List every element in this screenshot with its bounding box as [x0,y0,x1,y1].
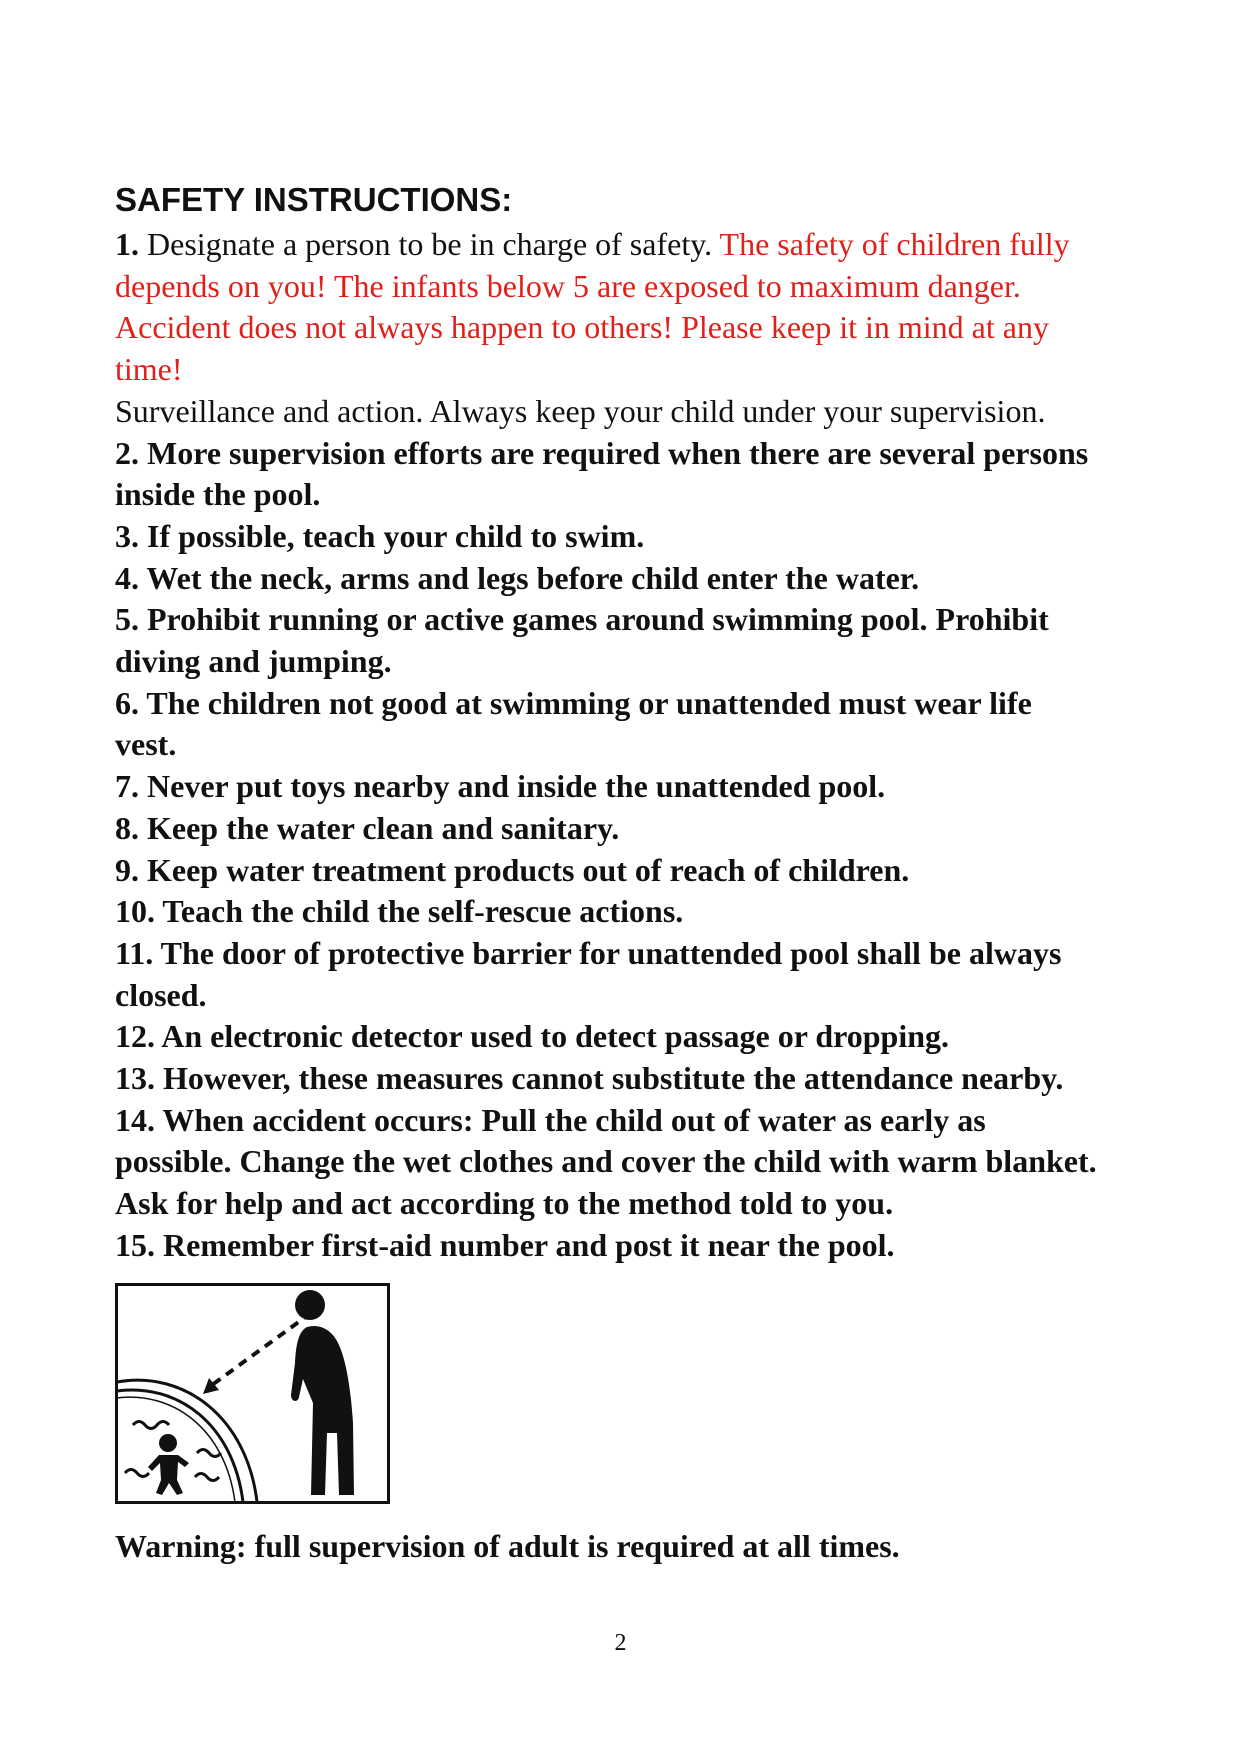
instruction-1-warning: time! [115,351,183,388]
instruction-line: 5. Prohibit running or active games around swimming pool. Prohibit [115,601,1049,638]
instruction-line: 2. More supervision efforts are required when there are several persons [115,434,1089,471]
instruction-line: 11. The door of protective barrier for unattended pool shall be always [115,934,1062,971]
instruction-line: vest. [115,726,177,763]
instruction-line: Ask for help and act according to the method told to you. [115,1185,894,1222]
safety-instructions-list [115,224,1145,1267]
instruction-line: 8. Keep the water clean and sanitary. [115,809,620,846]
instruction-line: 4. Wet the neck, arms and legs before child enter the water. [115,559,920,596]
instruction-line: 3. If possible, teach your child to swim. [115,517,645,554]
page-title: SAFETY INSTRUCTIONS: [115,181,513,218]
page-number: 2 [614,1630,627,1656]
instruction-1-warning: depends on you! The infants below 5 are exposed to maximum danger. [115,267,1021,304]
instruction-line: 14. When accident occurs: Pull the child out of water as early as [115,1101,986,1138]
instruction-1-followup: Surveillance and action. Always keep your child under your supervision. [115,392,1046,429]
instruction-line: 12. An electronic detector used to detect passage or dropping. [115,1018,950,1055]
instruction-line: 9. Keep water treatment products out of reach of children. [115,851,910,888]
instruction-line: 13. However, these measures cannot substitute the attendance nearby. [115,1060,1064,1097]
instruction-1-text: Designate a person to be in charge of safety. [147,226,713,262]
instruction-line: 10. Teach the child the self-rescue actions. [115,893,684,930]
instruction-line: 15. Remember first-aid number and post it near the pool. [115,1226,895,1263]
supervision-warning: Warning: full supervision of adult is required at all times. [115,1528,900,1564]
instruction-line: diving and jumping. [115,643,392,680]
instruction-line: possible. Change the wet clothes and cover the child with warm blanket. [115,1143,1097,1180]
instruction-line: closed. [115,976,207,1013]
instruction-1-number: 1. [115,226,139,262]
adult-supervising-child-in-pool-pictogram [115,1283,390,1504]
instruction-line: inside the pool. [115,476,321,513]
instruction-line: 6. The children not good at swimming or unattended must wear life [115,684,1032,721]
instruction-1-warning: Accident does not always happen to others! Please keep it in mind at any [115,309,1049,346]
instruction-1 [115,224,1145,266]
instruction-1-warning: The safety of children fully [719,226,1070,262]
instruction-line: 7. Never put toys nearby and inside the unattended pool. [115,768,886,805]
